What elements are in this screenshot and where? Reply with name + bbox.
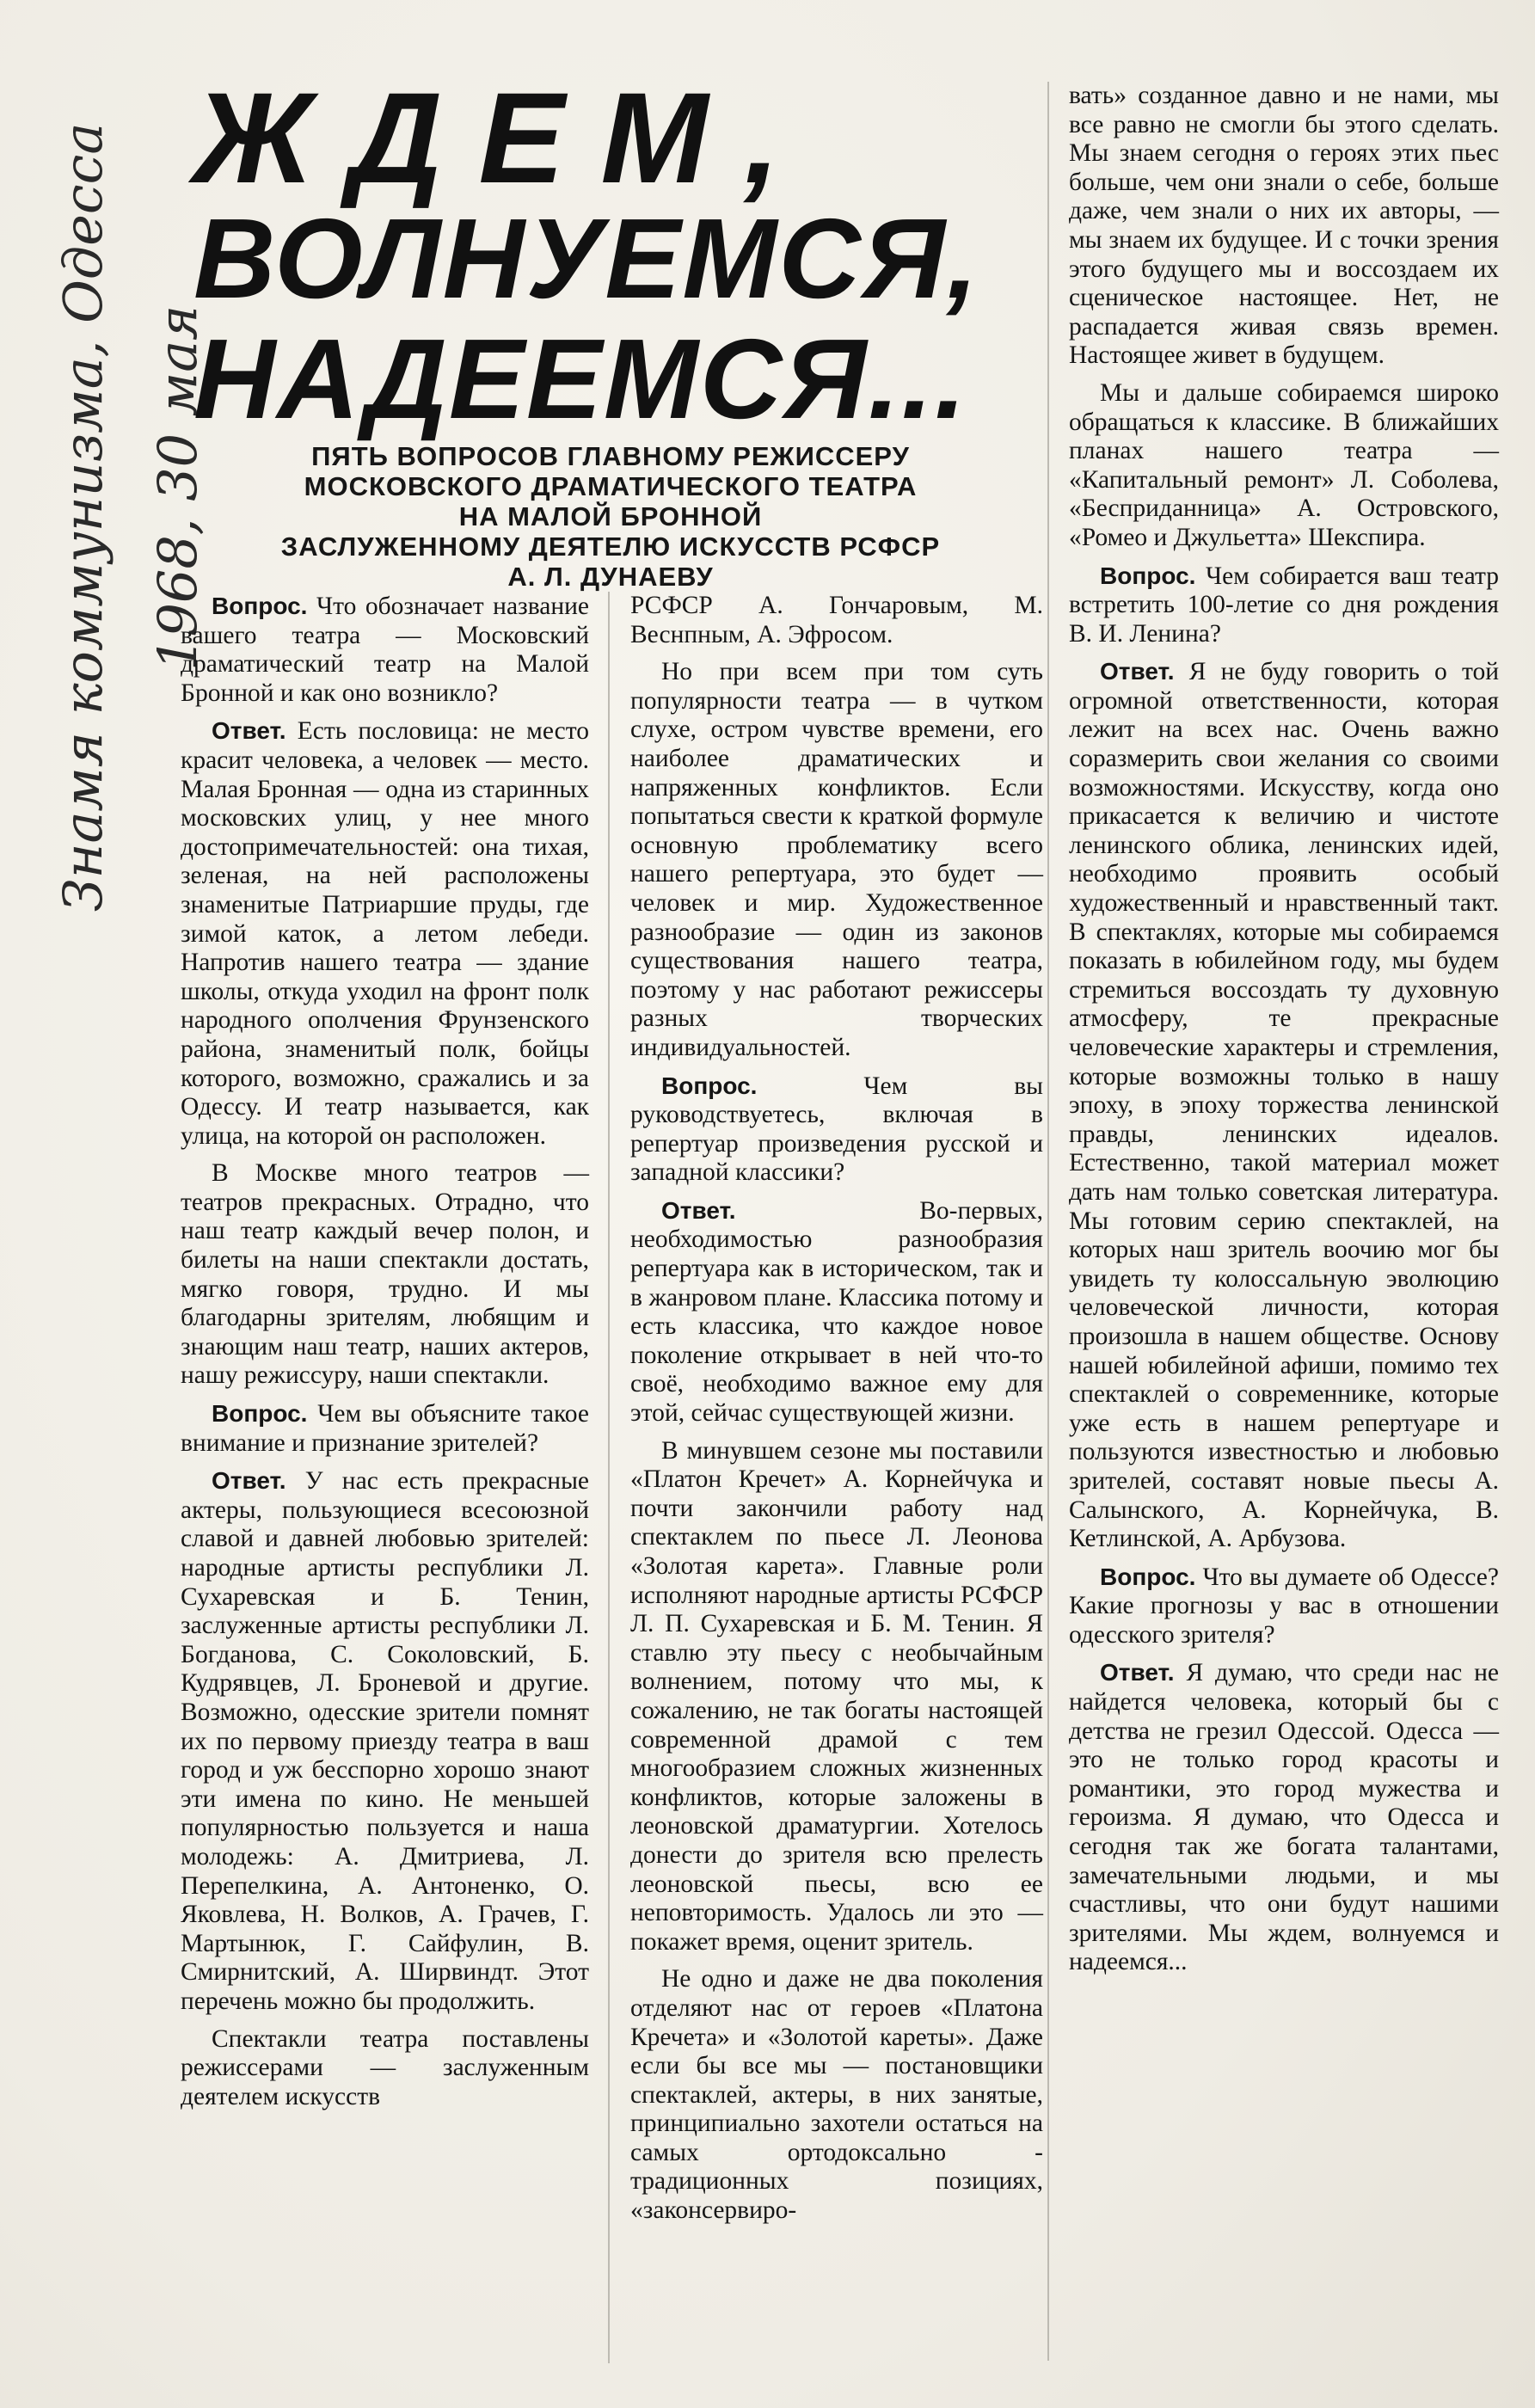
paragraph [181,716,589,1151]
paragraph [630,1437,1043,1957]
paragraph-text: В Москве много театров — театров прекрасных. Отрадно, что наш театр каждый вечер полон, и билеты на наши спектакли достать, мягко говоря, трудно. И мы благодарны зрителям, любящим и знающим наш театр, наших актеров, нашу режиссуру, наши спектакли. [181,1159,589,1390]
paragraph-label: Ответ. [1100,658,1175,685]
subtitle-line: ЗАСЛУЖЕННОМУ ДЕЯТЕЛЮ ИСКУССТВ РСФСР [280,531,941,562]
handwritten-note-line1: Знамя коммунизма, Одесса [52,122,114,912]
paragraph [630,1072,1043,1188]
subtitle-line: ПЯТЬ ВОПРОСОВ ГЛАВНОМУ РЕЖИССЕРУ [311,441,910,471]
paragraph-label: Вопрос. [1100,562,1196,589]
paragraph [1069,1658,1499,1977]
paragraph [181,592,589,708]
handwritten-note-line2: 1968, 30 мая [146,304,209,671]
paragraph-text: У нас есть прекрасные актеры, пользующиеся всесоюзной славой и давней любовью зрителей: народные артисты республики Л. Сухаревская и Б. Тенин, заслуженные артисты республики Л. Богданова, С. Соколовский, Б. Кудрявцев, Л. Броневой и другие. Возможно, одесские зрители помнят их по первому приезду театра в ваш город и уж бесспорно хорошо знают эти имена по кино. Не меньшей популярностью пользуется и наша молодежь: А. Дмитриева, Л. Перепелкина, А. Антоненко, О. Яковлева, Н. Волков, А. Грачев, Г. Мартынюк, Г. Сайфулин, В. Смирнитский, А. Ширвиндт. Этот перечень можно бы продолжить. [181,1467,589,2015]
paragraph [181,1399,589,1458]
paragraph-text: Я думаю, что среди нас не найдется человека, который бы с детства не грезил Одессой. Одесса — это не только город красоты и романтики, это город мужества и героизма. Я думаю, что Одесса и сегодня так же богата талантами, замечательными людьми, и мы счастливы, что они будут нашими зрителями. Мы ждем, волнуемся и надеемся... [1069,1659,1500,1976]
headline-line3: НАДЕЕМСЯ... [193,316,968,442]
paragraph-text: В минувшем сезоне мы поставили «Платон Кречет» А. Корнейчука и почти закончили работу над спектаклем по пьесе Л. Леонова «Золотая карета». Главные роли исполняют народные артисты РСФСР Л. П. Сухаревская и Б. М. Тенин. Я ставлю эту пьесу с необычайным волнением, потому что мы, к сожалению, не так богаты настоящей современной драмой с тем многообразием сложных жизненных конфликтов, которые заложены в леоновской драматургии. Хотелось донести до зрителя всю прелесть леоновской пьесы, всю ее неповторимость. Удалось ли это — покажет время, оценит зритель. [630,1436,1043,1956]
paragraph [181,2025,589,2112]
subtitle-line: МОСКОВСКОГО ДРАМАТИЧЕСКОГО ТЕАТРА [304,471,918,501]
paragraph-text: РСФСР А. Гончаровым, М. Веснпным, А. Эфросом. [630,592,1043,648]
article-column-2 [630,592,1043,2234]
paragraph-label: Ответ. [212,1467,286,1495]
paragraph [1069,562,1499,649]
subtitle-line: НА МАЛОЙ БРОННОЙ [458,501,763,531]
paragraph [181,1159,589,1391]
paragraph [1069,379,1499,553]
paragraph-text: вать» созданное давно и не нами, мы все равно не смогли бы этого сделать. Мы знаем сегодня о героях этих пьес больше, чем они знали о себе, больше даже, чем знали о них их авторы, — мы знаем их будущее. И с точки зрения этого будущего мы и воссоздаем их сценическое настоящее. Нет, не распадается живая связь времен. Настоящее живет в будущем. [1069,82,1499,370]
paragraph [1069,1563,1499,1650]
paragraph-text: Мы и дальше собираемся широко обращаться к классике. В ближайших планах нашего театра — «Капитальный ремонт» Л. Соболева, «Бесприданница» А. Островского, «Ромео и Джульетта» Шекспира. [1069,378,1499,551]
paragraph-text: Чем вы объясните такое внимание и признание зрителей? [181,1400,589,1457]
paragraph-text: Во-первых, необходимостью разнообразия репертуара как в историческом, так и в жанровом плане. Классика потому и есть классика, что каждое новое поколение открывает в ней что-то своё, необходимо важное ему для этой, сейчас существующей жизни. [630,1196,1043,1428]
paragraph [630,592,1043,649]
paragraph [630,658,1043,1062]
headline-line1: ЖДЕМ, [193,65,817,210]
paragraph [630,1965,1043,2225]
paragraph-text: Чем собирается ваш театр встретить 100-летие со дня рождения В. И. Ленина? [1069,562,1500,648]
paragraph-label: Ответ. [212,717,286,745]
subtitle [193,441,1028,592]
column-divider [608,592,610,2363]
paragraph-text: Не одно и даже не два поколения отделяют нас от героев «Платона Кречета» и «Золотой кареты». Даже если бы все мы — постановщики спектаклей, актеры, в них занятые, принципиально захотели остаться на самых ортодоксально - традиционных позициях, «законсервиро- [630,1965,1043,2225]
paragraph-text: Что вы думаете об Одессе? Какие прогнозы у вас в отношении одесского зрителя? [1069,1563,1499,1649]
handwritten-note [17,120,209,980]
paragraph-label: Вопрос. [1100,1563,1196,1590]
paragraph [630,1196,1043,1428]
column-divider [1047,82,1049,2361]
paragraph-label: Вопрос. [212,1400,308,1428]
paragraph-label: Ответ. [1100,1659,1175,1686]
paragraph-text: Я не буду говорить о той огромной ответственности, которая лежит на всех нас. Очень важно соразмерить свои желания со своими возможностями. Искусству, когда оно прикасается к величию и чистоте ленинского облика, ленинских идей, необходимо проявить особый художественный и нравственный такт. В спектаклях, которые мы собираемся показать в юбилейном году, мы будем стремиться воссоздать ту духовную атмосферу, те прекрасные человеческие характеры и стремления, которые возможны только в нашу эпоху, в эпоху торжества ленинской правды, ленинских идеалов. Естественно, такой материал может дать нам только советская литература. Мы готовим серию спектаклей, на которых наш зритель воочию мог бы увидеть ту колоссальную эволюцию человеческой личности, которая произошла в нашем обществе. Основу нашей юбилейной афиши, помимо тех спектаклей о современнике, которые уже есть в нашем репертуаре и пользуются известностью и любовью зрителей, составят новые пьесы А. Салынского, А. Корнейчука, В. Кетлинской, А. Арбузова. [1069,658,1500,1553]
paragraph-text: Спектакли театра поставлены режиссерами — заслуженным деятелем искусств [181,2024,589,2110]
paragraph-text: Но при всем при том суть популярности театра — в чутком слухе, остром чувстве времени, его наиболее драматических и напряженных конфликтов. Если попытаться свести к краткой формуле основную проблематику всего нашего репертуара, это будет — человек и мир. Художественное разнообразие — один из законов существования нашего театра, поэтому у нас работают режиссеры разных творческих индивидуальностей. [630,658,1043,1061]
paragraph-text: Что обозначает название вашего театра — Московский драматический театр на Малой Бронной и как оно возникло? [181,593,590,707]
paragraph [181,1466,589,2016]
paragraph-label: Ответ. [661,1196,736,1224]
article-column-3 [1069,82,1499,1986]
headline [193,65,1053,443]
paragraph [1069,657,1499,1553]
paragraph [1069,82,1499,371]
subtitle-line: А. Л. ДУНАЕВУ [507,562,714,592]
paragraph-label: Вопрос. [212,593,308,619]
paragraph-text: Чем вы руководствуетесь, включая в репертуар произведения русской и западной классики? [630,1072,1043,1187]
headline-line2: ВОЛНУЕМСЯ, [193,195,980,322]
paragraph-text: Есть пословица: не место красит человека, а человек — место. Малая Бронная — одна из старинных московских улиц, у нее много достопримечательностей: она тихая, зеленая, на ней расположены знаменитые Патриаршие пруды, где зимой каток, а летом лебеди. Напротив нашего театра — здание школы, откуда уходил на фронт полк народного ополчения Фрунзенского района, знаменитый полк, бойцы которого, возможно, сражались и за Одессу. И театр называется, как улица, на которой он расположен. [181,717,590,1150]
paragraph-label: Вопрос. [661,1072,758,1099]
article-column-1 [181,592,589,2120]
